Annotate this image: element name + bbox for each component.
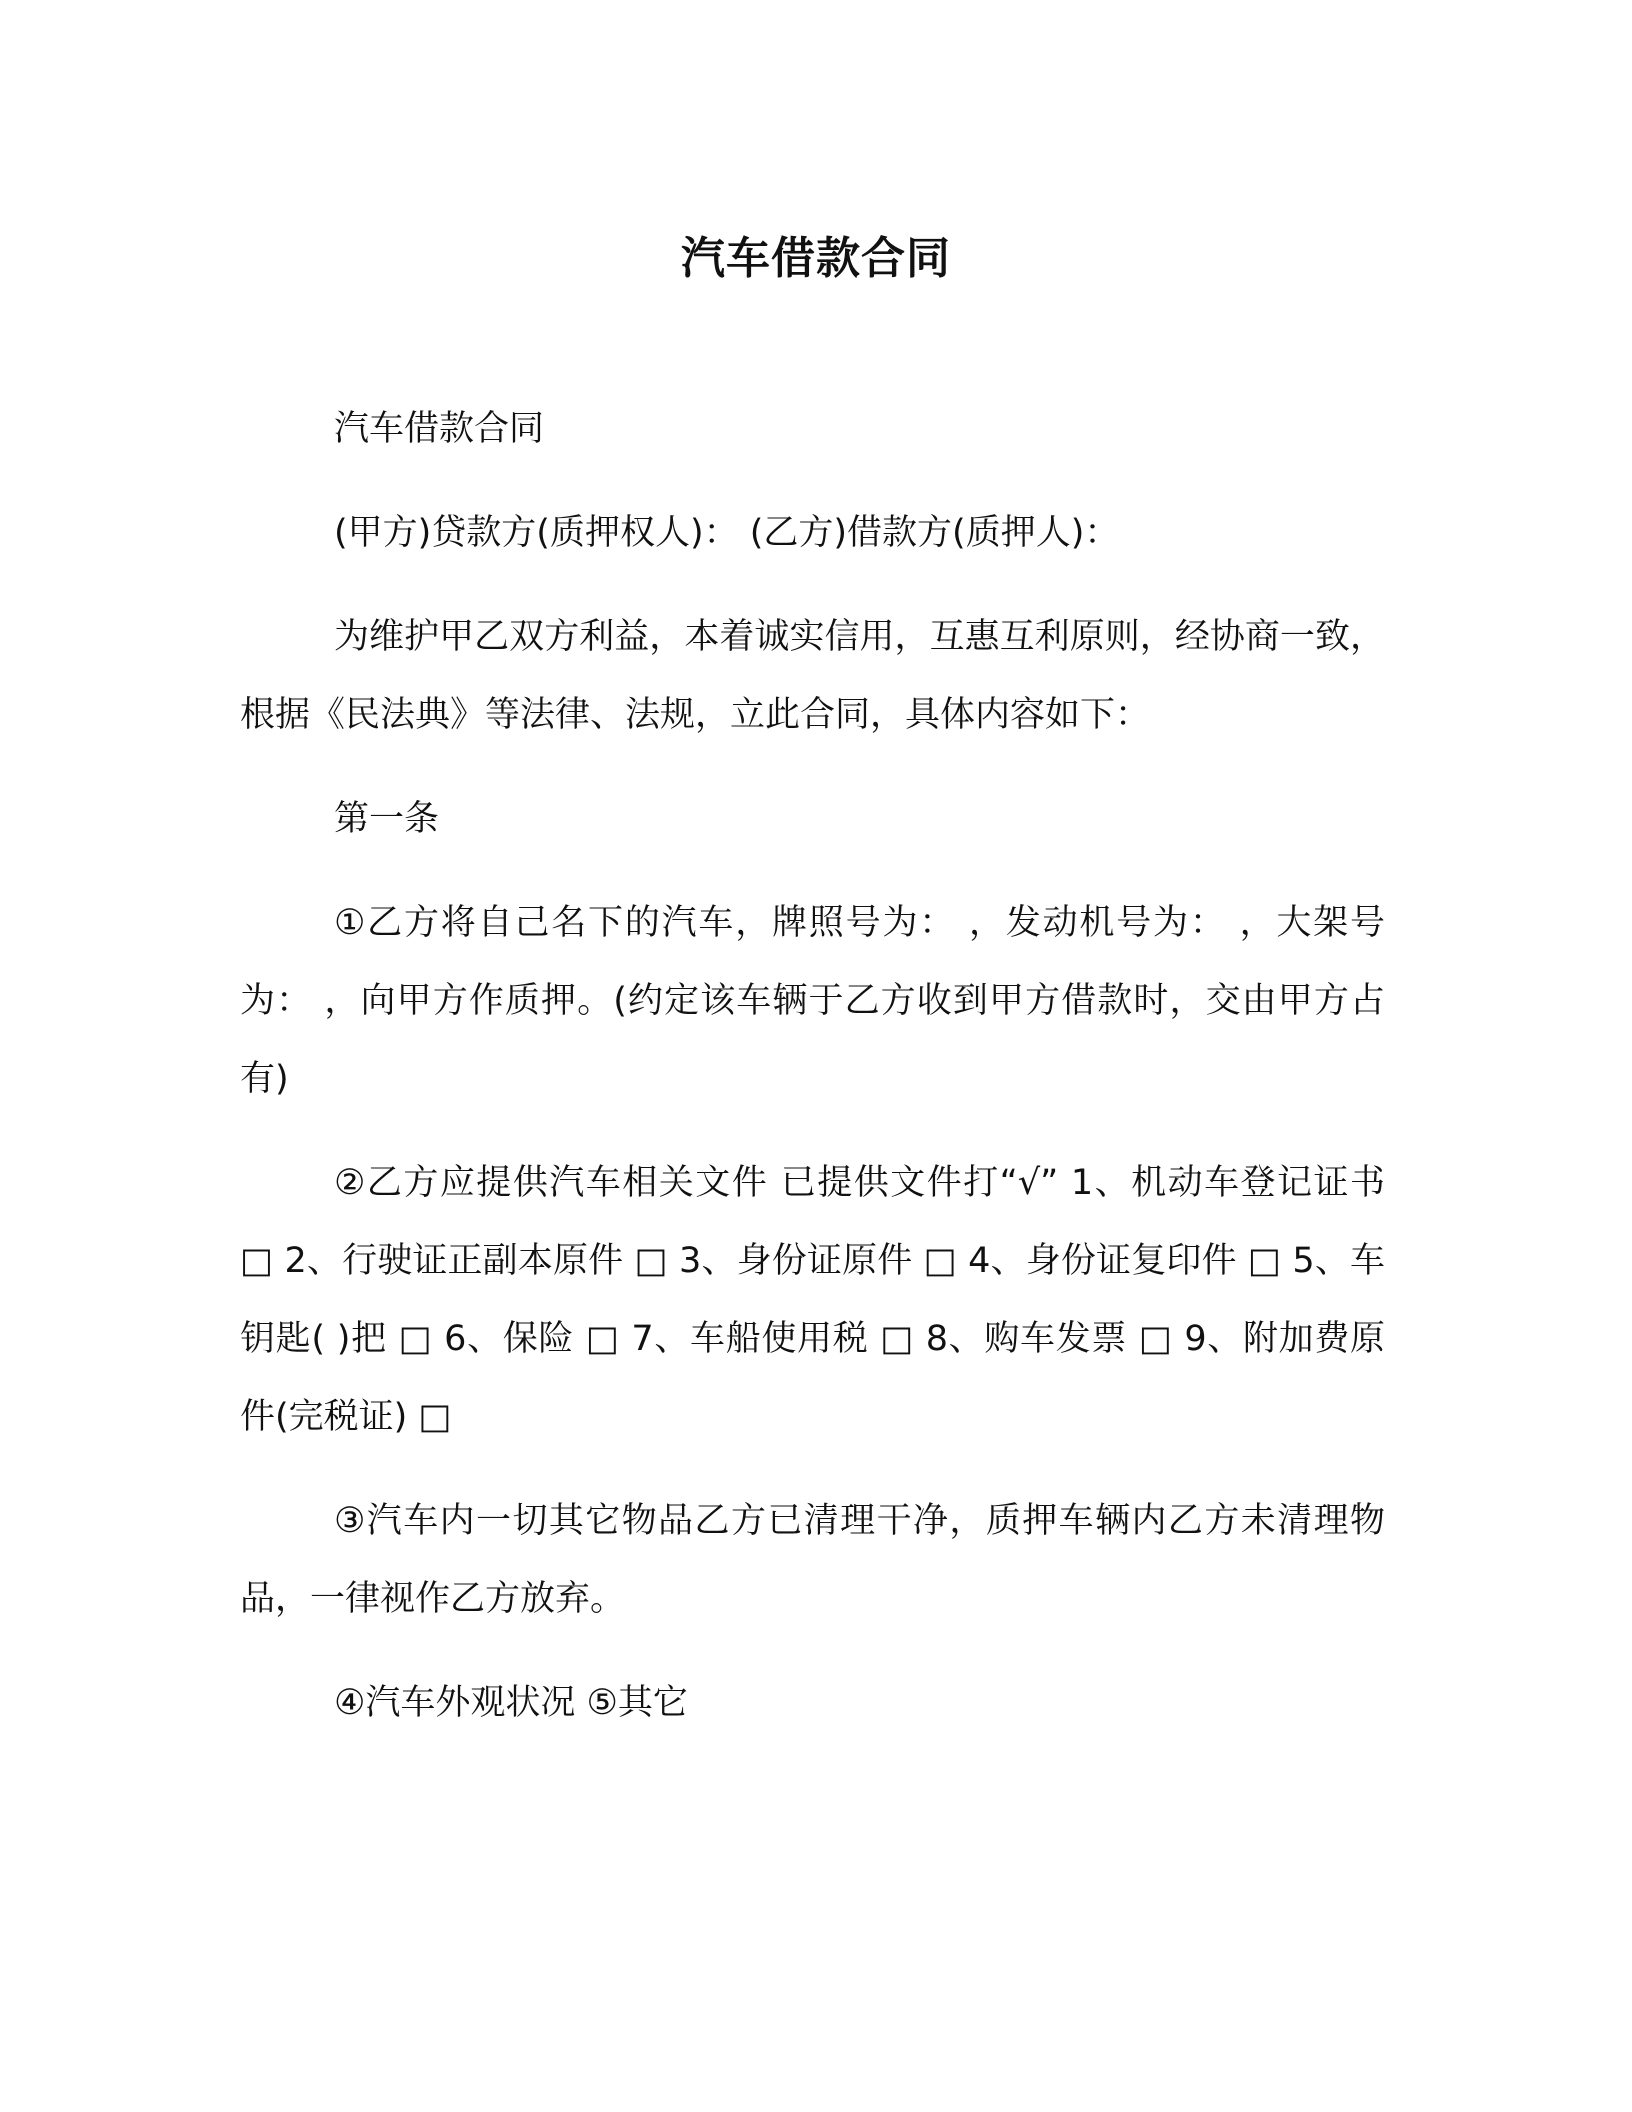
paragraph-clause-4-5: ④汽车外观状况 ⑤其它 (334, 1683, 688, 1723)
paragraph-clause-1: ①乙方将自己名下的汽车，牌照号为： ，发动机号为： ，大架号为： ，向甲方作质押。(约定该车辆于乙方收到甲方借款时，交由甲方占有) (240, 903, 1385, 1099)
paragraph-clause-2: ②乙方应提供汽车相关文件 已提供文件打“√” 1、机动车登记证书 □ 2、行驶证正副本原件 □ 3、身份证原件 □ 4、身份证复印件 □ 5、车钥匙( )把 □ 6、保险 □ 7、车船使用税 □ 8、购车发票 □ 9、附加费原件(完税证) □ (240, 1163, 1385, 1437)
document-body (240, 390, 1385, 1768)
document-title: 汽车借款合同 (681, 233, 951, 284)
paragraph-parties: (甲方)贷款方(质押权人)： (乙方)借款方(质押人)： (334, 513, 1120, 553)
paragraph-preamble: 为维护甲乙双方利益，本着诚实信用，互惠互利原则，经协商一致，根据《民法典》等法律、法规，立此合同，具体内容如下： (240, 617, 1385, 735)
paragraph-article-one: 第一条 (334, 799, 440, 839)
paragraph-clause-3: ③汽车内一切其它物品乙方已清理干净，质押车辆内乙方未清理物品，一律视作乙方放弃。 (240, 1501, 1385, 1619)
paragraph-heading: 汽车借款合同 (334, 409, 545, 449)
